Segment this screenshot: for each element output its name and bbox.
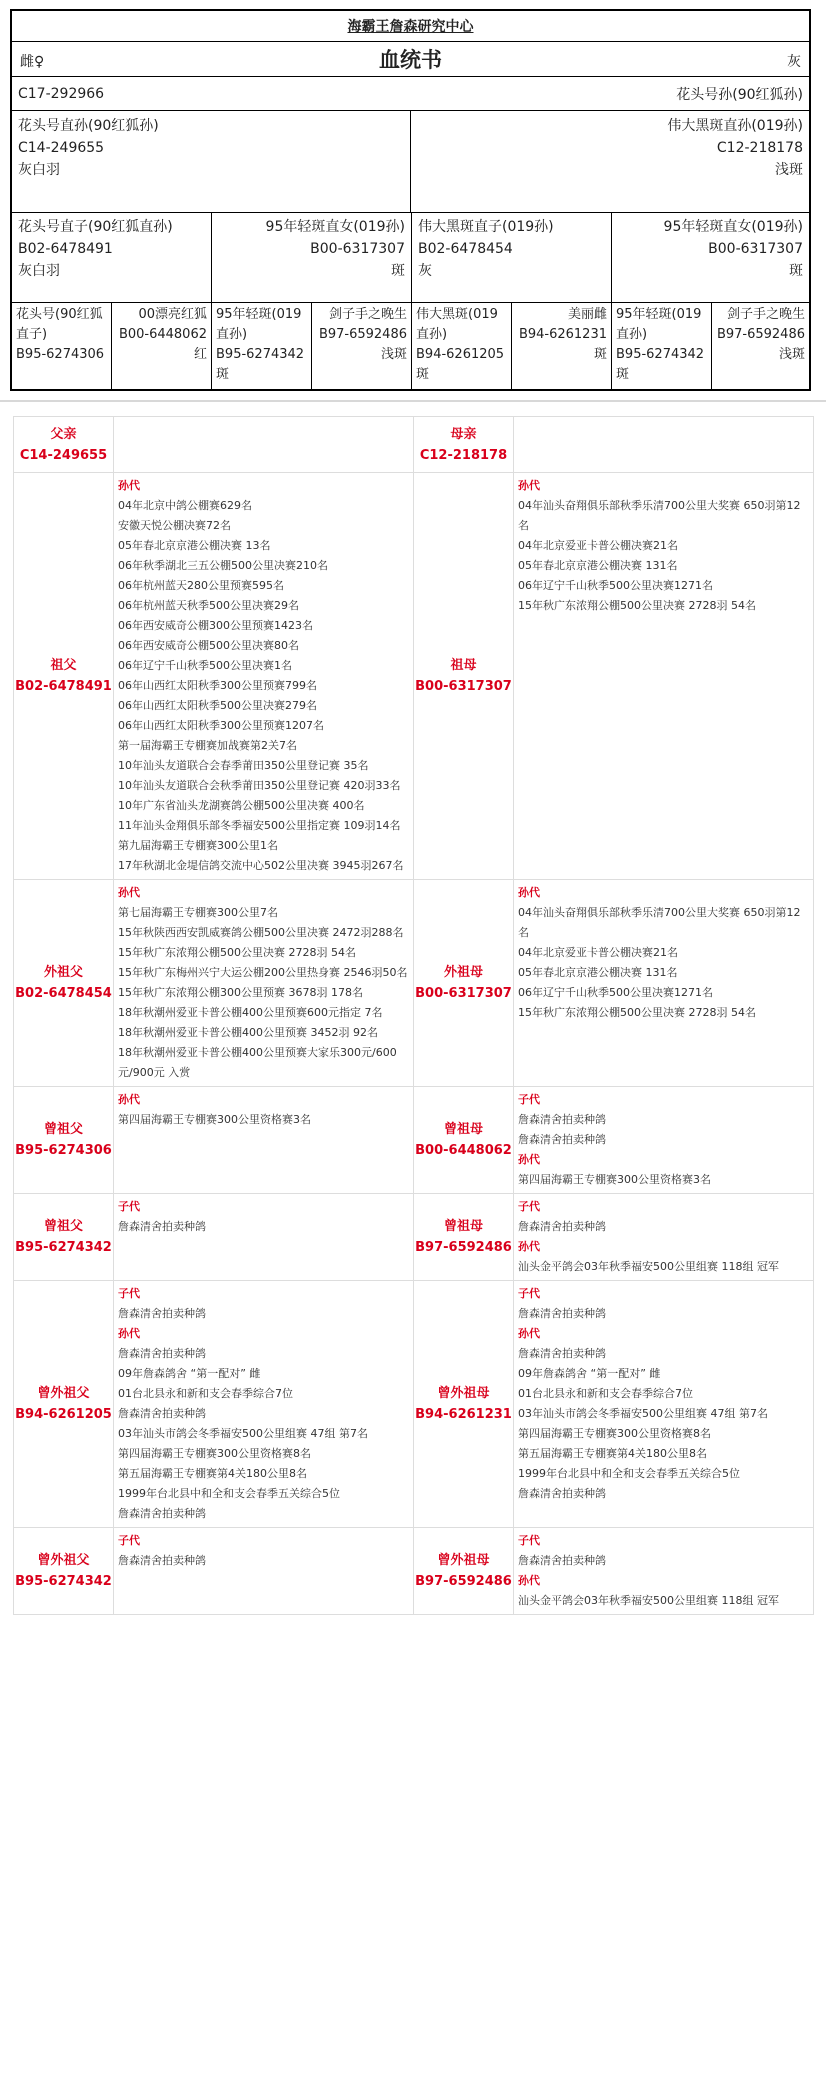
grandparent-ring: B00-6317307	[708, 241, 803, 257]
ancestor-ring: B95-6274306	[15, 1143, 112, 1158]
record-section-label: 孙代	[518, 1153, 540, 1166]
record-line: 第四届海霸王专棚赛300公里资格赛3名	[118, 1113, 311, 1126]
record-line: 1999年台北县中和全和支会春季五关综合5位	[118, 1487, 340, 1500]
ancestor-label	[414, 417, 514, 473]
gg-lineage: 剑子手之晚生	[726, 307, 805, 322]
record-line: 10年汕头友道联合会春季莆田350公里登记赛 35名	[118, 759, 369, 772]
record-section-label: 孙代	[118, 1327, 140, 1340]
record-line: 詹森清舍拍卖种鸽	[518, 1347, 606, 1360]
achievement-row	[14, 1528, 814, 1615]
grandparents-row	[12, 213, 809, 303]
record-line: 第一届海霸王专棚赛加战赛第2关7名	[118, 739, 297, 752]
ancestor-label	[414, 880, 514, 1087]
record-line: 第七届海霸王专棚赛300公里7名	[118, 906, 278, 919]
record-line: 15年秋广东浓翔公棚500公里决赛 2728羽 54名	[518, 1006, 756, 1019]
parents-row	[12, 111, 809, 213]
record-section-label: 子代	[118, 1534, 140, 1547]
feather-color: 灰	[787, 54, 801, 70]
gg-color: 浅斑	[778, 347, 805, 362]
record-line: 06年辽宁千山秋季500公里决赛1271名	[518, 579, 713, 592]
gg-lineage: 花头号(90红狐直子)	[16, 307, 103, 342]
record-section-label: 孙代	[118, 1093, 140, 1106]
mother-color: 浅斑	[775, 162, 803, 178]
record-line: 1999年台北县中和全和支会春季五关综合5位	[518, 1467, 740, 1480]
record-section-label: 子代	[518, 1287, 540, 1300]
record-line: 18年秋潮州爱亚卡普公棚400公里预赛大家乐300元/600元/900元 入赏	[118, 1046, 397, 1079]
record-line: 15年秋广东梅州兴宁大运公棚200公里热身赛 2546羽50名	[118, 966, 408, 979]
record-line: 15年秋广东浓翔公棚500公里决赛 2728羽 54名	[518, 599, 756, 612]
record-line: 06年杭州蓝天秋季500公里决赛29名	[118, 599, 299, 612]
achievement-row	[14, 880, 814, 1087]
record-section-label: 孙代	[518, 1240, 540, 1253]
record-line: 03年汕头市鸽会冬季福安500公里组赛 47组 第7名	[118, 1427, 368, 1440]
grandparent-cell	[212, 213, 412, 302]
great-grandparent-cell	[412, 303, 512, 389]
gg-lineage: 伟大黑斑(019直孙)	[416, 307, 498, 342]
gg-lineage: 95年轻斑(019直孙)	[216, 307, 302, 342]
grandparent-color: 斑	[789, 263, 803, 279]
ancestor-records	[114, 1194, 414, 1281]
record-line: 06年山西红太阳秋季300公里预赛1207名	[118, 719, 324, 732]
ancestor-ring: B97-6592486	[415, 1574, 512, 1589]
ancestor-title: 祖父	[50, 658, 77, 673]
record-line: 04年汕头奋翔俱乐部秋季乐清700公里大奖赛 650羽第12名	[518, 906, 801, 939]
record-line: 04年汕头奋翔俱乐部秋季乐清700公里大奖赛 650羽第12名	[518, 499, 801, 532]
grandparent-cell	[12, 213, 212, 302]
ring-number: C17-292966	[18, 85, 105, 102]
mother-lineage: 伟大黑斑直孙(019孙)	[667, 118, 803, 134]
record-line: 第五届海霸王专棚赛第4关180公里8名	[118, 1467, 307, 1480]
gg-ring: B94-6261205	[416, 347, 505, 362]
gg-ring: B95-6274342	[616, 347, 705, 362]
ancestor-ring: C14-249655	[19, 447, 108, 463]
pedigree-chart	[10, 9, 811, 391]
gg-lineage: 剑子手之晚生	[328, 307, 407, 322]
ancestor-records	[514, 1281, 814, 1528]
ancestor-title: 曾祖父	[43, 1122, 83, 1137]
record-line: 01台北县永和新和支会春季综合7位	[518, 1387, 693, 1400]
record-line: 第九届海霸王专棚赛300公里1名	[118, 839, 278, 852]
ancestor-title: 母亲	[450, 426, 477, 442]
achievement-row	[14, 1194, 814, 1281]
record-line: 06年秋季湖北三五公棚500公里决赛210名	[118, 559, 328, 572]
record-line: 03年汕头市鸽会冬季福安500公里组赛 47组 第7名	[518, 1407, 768, 1420]
record-section-label: 孙代	[118, 479, 140, 492]
record-line: 15年秋广东浓翔公棚500公里决赛 2728羽 54名	[118, 946, 356, 959]
achievement-row	[14, 473, 814, 880]
record-line: 第四届海霸王专棚赛300公里资格赛3名	[518, 1173, 711, 1186]
ancestor-records	[114, 473, 414, 880]
grandparent-lineage: 95年轻斑直女(019孙)	[265, 219, 405, 235]
ancestor-label	[14, 417, 114, 473]
gg-color: 斑	[216, 367, 230, 382]
record-line: 詹森清舍拍卖种鸽	[518, 1554, 606, 1567]
record-section-label: 子代	[518, 1534, 540, 1547]
record-line: 06年山西红太阳秋季500公里决赛279名	[118, 699, 317, 712]
ancestor-records	[514, 880, 814, 1087]
ancestor-title: 曾祖父	[43, 1219, 83, 1234]
grandparent-color: 斑	[391, 263, 405, 279]
record-line: 第四届海霸王专棚赛300公里资格赛8名	[118, 1447, 311, 1460]
ancestor-ring: B00-6317307	[415, 986, 512, 1001]
record-line: 18年秋潮州爱亚卡普公棚400公里预赛600元指定 7名	[118, 1006, 383, 1019]
ancestor-title: 曾外祖父	[37, 1553, 90, 1568]
grandparent-cell	[412, 213, 612, 302]
record-section-label: 子代	[118, 1287, 140, 1300]
achievements-table	[13, 416, 814, 1615]
gg-ring: B94-6261231	[518, 327, 607, 342]
record-line: 詹森清舍拍卖种鸽	[118, 1554, 206, 1567]
record-line: 第五届海霸王专棚赛第4关180公里8名	[518, 1447, 707, 1460]
record-section-label: 孙代	[518, 1327, 540, 1340]
father-lineage: 花头号直孙(90红狐孙)	[18, 118, 159, 134]
ancestor-label	[414, 1528, 514, 1615]
great-grandparent-cell	[712, 303, 809, 389]
ancestor-ring: B00-6448062	[415, 1143, 512, 1158]
record-line: 06年辽宁千山秋季500公里决赛1271名	[518, 986, 713, 999]
great-grandparent-cell	[512, 303, 612, 389]
record-line: 06年辽宁千山秋季500公里决赛1名	[118, 659, 292, 672]
grandparent-ring: B00-6317307	[310, 241, 405, 257]
father-cell	[12, 111, 411, 212]
record-line: 詹森清舍拍卖种鸽	[118, 1307, 206, 1320]
record-line: 詹森清舍拍卖种鸽	[518, 1113, 606, 1126]
grandparent-color: 灰白羽	[18, 263, 60, 279]
record-section-label: 孙代	[118, 886, 140, 899]
ancestor-records	[114, 417, 414, 473]
center-name: 海霸王詹森研究中心	[12, 11, 809, 42]
record-line: 05年春北京京港公棚决赛 131名	[518, 559, 678, 572]
gg-color: 斑	[593, 347, 607, 362]
gg-ring: B97-6592486	[716, 327, 805, 342]
ancestor-records	[514, 1528, 814, 1615]
grandparent-ring: B02-6478454	[418, 241, 513, 257]
title-row	[12, 42, 809, 77]
section-divider	[0, 400, 826, 402]
record-line: 詹森清舍拍卖种鸽	[518, 1220, 606, 1233]
ring-row	[12, 77, 809, 111]
ancestor-title: 祖母	[450, 658, 477, 673]
record-line: 09年詹森鸽舍 “第一配对” 雌	[518, 1367, 661, 1380]
gg-ring: B95-6274342	[216, 347, 305, 362]
ancestor-records	[514, 1087, 814, 1194]
gg-lineage: 美丽雌	[567, 307, 607, 322]
grandparent-lineage: 花头号直子(90红狐直孙)	[18, 219, 173, 235]
page-title: 血统书	[379, 48, 442, 72]
father-ring: C14-249655	[18, 140, 105, 156]
record-line: 06年山西红太阳秋季300公里预赛799名	[118, 679, 317, 692]
great-grandparent-cell	[612, 303, 712, 389]
achievement-row	[14, 1281, 814, 1528]
grandparent-lineage: 95年轻斑直女(019孙)	[663, 219, 803, 235]
ancestor-title: 曾外祖母	[437, 1553, 490, 1568]
record-line: 05年春北京京港公棚决赛 13名	[118, 539, 271, 552]
grandparent-cell	[612, 213, 809, 302]
record-line: 06年杭州蓝天280公里预赛595名	[118, 579, 284, 592]
record-line: 汕头金平鸽会03年秋季福安500公里组赛 118组 冠军	[518, 1260, 779, 1273]
ancestor-label	[14, 880, 114, 1087]
record-line: 05年春北京京港公棚决赛 131名	[518, 966, 678, 979]
record-section-label: 孙代	[518, 1574, 540, 1587]
achievement-row	[14, 1087, 814, 1194]
ancestor-ring: B95-6274342	[15, 1240, 112, 1255]
ancestor-ring: B00-6317307	[415, 679, 512, 694]
ancestor-label	[414, 1281, 514, 1528]
record-line: 第四届海霸王专棚赛300公里资格赛8名	[518, 1427, 711, 1440]
gg-color: 浅斑	[380, 347, 407, 362]
ancestor-ring: B02-6478454	[15, 986, 112, 1001]
ancestor-title: 曾祖母	[443, 1219, 483, 1234]
record-line: 詹森清舍拍卖种鸽	[518, 1133, 606, 1146]
great-grandparent-cell	[12, 303, 112, 389]
record-line: 安徽天悦公棚决赛72名	[118, 519, 231, 532]
great-grandparent-cell	[212, 303, 312, 389]
ancestor-ring: B95-6274342	[15, 1574, 112, 1589]
ancestor-records	[114, 1281, 414, 1528]
gg-lineage: 95年轻斑(019直孙)	[616, 307, 702, 342]
great-grandparents-row	[12, 303, 809, 389]
ancestor-ring: B02-6478491	[15, 679, 112, 694]
record-line: 11年汕头金翔俱乐部冬季福安500公里指定赛 109羽14名	[118, 819, 401, 832]
record-line: 04年北京中鸽公棚赛629名	[118, 499, 252, 512]
grandparent-color: 灰	[418, 263, 432, 279]
ancestor-ring: C12-218178	[419, 447, 508, 463]
achievement-row	[14, 417, 814, 473]
record-line: 詹森清舍拍卖种鸽	[118, 1347, 206, 1360]
record-line: 06年西安威奇公棚300公里预赛1423名	[118, 619, 313, 632]
ancestor-records	[514, 473, 814, 880]
record-line: 15年秋广东浓翔公棚300公里预赛 3678羽 178名	[118, 986, 363, 999]
gg-ring: B97-6592486	[318, 327, 407, 342]
record-line: 10年广东省汕头龙湖赛鸽公棚500公里决赛 400名	[118, 799, 365, 812]
mother-cell	[411, 111, 810, 212]
ancestor-ring: B97-6592486	[415, 1240, 512, 1255]
record-line: 18年秋潮州爱亚卡普公棚400公里预赛 3452羽 92名	[118, 1026, 378, 1039]
ancestor-label	[14, 1087, 114, 1194]
mother-ring: C12-218178	[716, 140, 803, 156]
ancestor-title: 外祖母	[443, 965, 483, 980]
ancestor-title: 外祖父	[43, 965, 83, 980]
ancestor-ring: B94-6261231	[415, 1407, 512, 1422]
record-line: 04年北京爱亚卡普公棚决赛21名	[518, 539, 678, 552]
ancestor-label	[414, 473, 514, 880]
ancestor-records	[114, 1528, 414, 1615]
father-color: 灰白羽	[18, 162, 60, 178]
grandparent-lineage: 伟大黑斑直子(019孙)	[418, 219, 554, 235]
ancestor-label	[14, 1528, 114, 1615]
grandparent-ring: B02-6478491	[18, 241, 113, 257]
ancestor-title: 曾外祖母	[437, 1386, 490, 1401]
gg-color: 红	[193, 347, 207, 362]
record-section-label: 子代	[518, 1093, 540, 1106]
record-line: 詹森清舍拍卖种鸽	[518, 1487, 606, 1500]
gg-ring: B95-6274306	[16, 347, 105, 362]
ancestor-title: 曾祖母	[443, 1122, 483, 1137]
record-line: 詹森清舍拍卖种鸽	[118, 1220, 206, 1233]
gg-lineage: 00漂亮红狐	[138, 307, 207, 322]
gg-color: 斑	[616, 367, 630, 382]
sex-label: 雌♀	[20, 54, 45, 70]
record-line: 詹森清舍拍卖种鸽	[118, 1407, 206, 1420]
record-section-label: 子代	[118, 1200, 140, 1213]
record-line: 汕头金平鸽会03年秋季福安500公里组赛 118组 冠军	[518, 1594, 779, 1607]
ancestor-label	[14, 1281, 114, 1528]
great-grandparent-cell	[112, 303, 212, 389]
record-section-label: 子代	[518, 1200, 540, 1213]
ancestor-records	[514, 417, 814, 473]
ancestor-title: 父亲	[50, 426, 77, 442]
ancestor-records	[514, 1194, 814, 1281]
ancestor-label	[414, 1087, 514, 1194]
record-line: 01台北县永和新和支会春季综合7位	[118, 1387, 293, 1400]
ancestor-label	[14, 473, 114, 880]
great-grandparent-cell	[312, 303, 412, 389]
record-line: 詹森清舍拍卖种鸽	[118, 1507, 206, 1520]
record-line: 09年詹森鸽舍 “第一配对” 雌	[118, 1367, 261, 1380]
record-line: 04年北京爱亚卡普公棚决赛21名	[518, 946, 678, 959]
ancestor-label	[414, 1194, 514, 1281]
ancestor-label	[14, 1194, 114, 1281]
record-line: 15年秋陕西西安凯威赛鸽公棚500公里决赛 2472羽288名	[118, 926, 404, 939]
record-line: 10年汕头友道联合会秋季莆田350公里登记赛 420羽33名	[118, 779, 401, 792]
record-section-label: 孙代	[518, 479, 540, 492]
ancestor-title: 曾外祖父	[37, 1386, 90, 1401]
ancestor-records	[114, 880, 414, 1087]
gg-ring: B00-6448062	[118, 327, 207, 342]
ancestor-ring: B94-6261205	[15, 1407, 112, 1422]
gg-color: 斑	[416, 367, 430, 382]
record-section-label: 孙代	[518, 886, 540, 899]
record-line: 06年西安威奇公棚500公里决赛80名	[118, 639, 299, 652]
ring-lineage: 花头号孙(90红狐孙)	[676, 86, 803, 103]
record-line: 17年秋湖北金堤信鸽交流中心502公里决赛 3945羽267名	[118, 859, 404, 872]
ancestor-records	[114, 1087, 414, 1194]
record-line: 詹森清舍拍卖种鸽	[518, 1307, 606, 1320]
